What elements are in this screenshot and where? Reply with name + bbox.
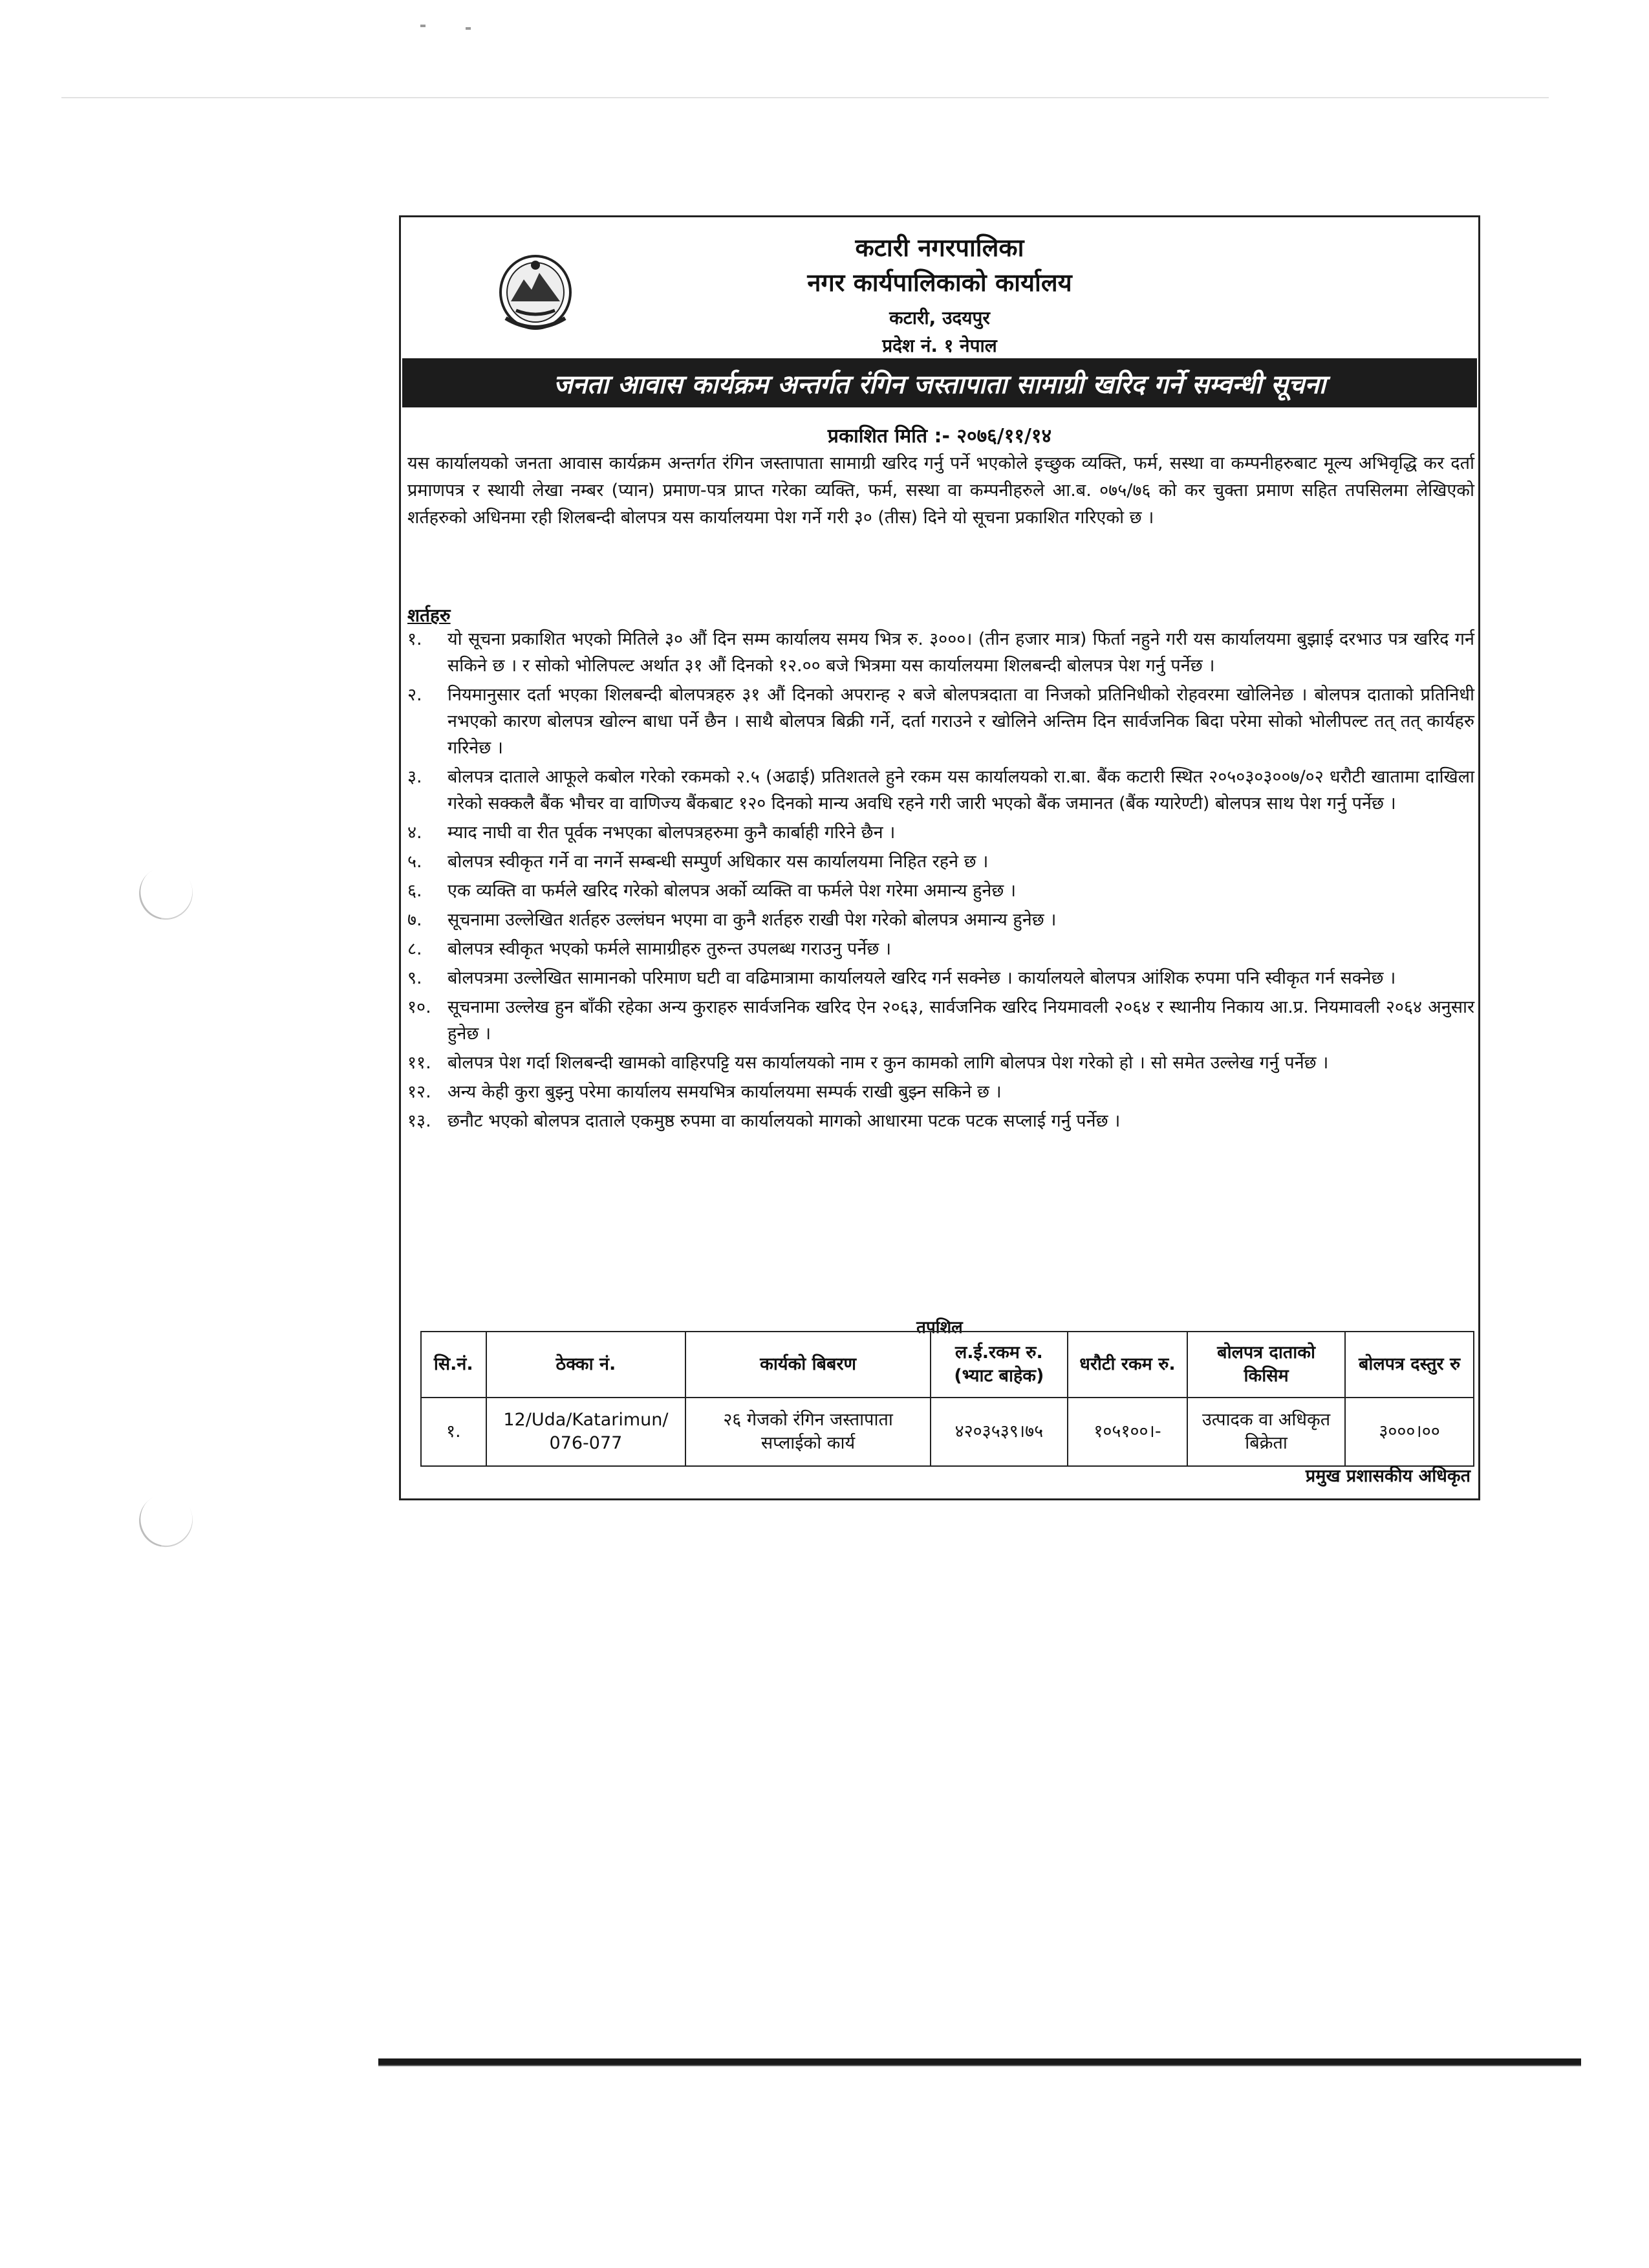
office-header: [401, 230, 1478, 360]
condition-number: ११.: [407, 1053, 431, 1073]
condition-item: [407, 965, 1474, 991]
condition-item: [407, 1108, 1474, 1134]
conditions-heading: शर्तहरु: [407, 605, 451, 626]
col-header-deposit: धरौटी रकम रु.: [1068, 1332, 1187, 1398]
punch-hole-mark: [129, 1484, 202, 1557]
condition-text: सूचनामा उल्लेख हुन बाँकी रहेका अन्य कुराहरु सार्वजनिक खरिद ऐन २०६३, सार्वजनिक खरिद नियमावली २०६४ र स्थानीय निकाय आ.प्र. नियमावली २०६४ अनुसार हुनेछ ।: [447, 997, 1474, 1044]
col-header-serial: सि.नं.: [421, 1332, 486, 1398]
cell-serial: १.: [421, 1398, 486, 1466]
condition-number: ३.: [407, 767, 422, 787]
col-header-cost-estimate: ल.ई.रकम रु. (भ्याट बाहेक): [931, 1332, 1068, 1398]
condition-number: १२.: [407, 1082, 431, 1102]
condition-text: एक व्यक्ति वा फर्मले खरिद गरेको बोलपत्र अर्को व्यक्ति वा फर्मले पेश गरेमा अमान्य हुनेछ ।: [447, 881, 1017, 901]
condition-text: बोलपत्रमा उल्लेखित सामानको परिमाण घटी वा वढिमात्रामा कार्यालयले खरिद गर्न सक्नेछ । कार्यालयले बोलपत्र आंशिक रुपमा पनि स्वीकृत गर्न सक्नेछ ।: [447, 968, 1396, 988]
condition-text: बोलपत्र स्वीकृत भएको फर्मले सामाग्रीहरु तुरुन्त उपलब्ध गराउनु पर्नेछ ।: [447, 939, 892, 959]
condition-item: [407, 626, 1474, 679]
condition-number: २.: [407, 685, 422, 705]
published-date: प्रकाशित मिति :- २०७६/११/१४: [827, 425, 1052, 448]
condition-text: यो सूचना प्रकाशित भएको मितिले ३० औं दिन सम्म कार्यालय समय भित्र रु. ३०००। (तीन हजार मात्र) फिर्ता नहुने गरी यस कार्यालयमा बुझाई दरभाउ पत्र खरिद गर्न सकिने छ । र सोको भोलिपल्ट अर्थात ३१ औं दिनको १२.०० बजे भित्रमा यस कार्यालयमा शिलबन्दी बोलपत्र पेश गर्नु पर्नेछ ।: [447, 629, 1474, 676]
condition-number: ५.: [407, 852, 422, 872]
scan-speck: [466, 27, 471, 30]
notice-title-banner: [402, 358, 1477, 407]
notice-box: [399, 215, 1480, 1500]
condition-number: ६.: [407, 881, 422, 901]
condition-item: [407, 848, 1474, 875]
table-row: [421, 1398, 1474, 1466]
condition-item: [407, 1079, 1474, 1105]
tender-details-table: [420, 1331, 1474, 1467]
page-bottom-rule: [378, 2058, 1581, 2066]
condition-item: [407, 907, 1474, 933]
punch-hole-mark: [129, 857, 202, 930]
cell-cost-estimate: ४२०३५३९।७५: [931, 1398, 1068, 1466]
condition-number: १०.: [407, 997, 431, 1017]
cell-bidder-type: उत्पादक वा अधिकृत बिक्रेता: [1187, 1398, 1345, 1466]
condition-text: बोलपत्र पेश गर्दा शिलबन्दी खामको वाहिरपट्टि यस कार्यालयको नाम र कुन कामको लागि बोलपत्र पेश गरेको हो । सो समेत उल्लेख गर्नु पर्नेछ ।: [447, 1053, 1329, 1073]
notice-title: जनता आवास कार्यक्रम अन्तर्गत रंगिन जस्तापाता सामाग्री खरिद गर्ने सम्वन्धी सूचना: [553, 369, 1326, 400]
condition-item: [407, 994, 1474, 1047]
condition-number: १३.: [407, 1111, 431, 1131]
cell-bid-fee: ३०००।००: [1345, 1398, 1474, 1466]
intro-paragraph: यस कार्यालयको जनता आवास कार्यक्रम अन्तर्गत रंगिन जस्तापाता सामाग्री खरिद गर्नु पर्ने भएकोले इच्छुक व्यक्ति, फर्म, सस्था वा कम्पनीहरुबाट मूल्य अभिवृद्धि कर दर्ता प्रमाणपत्र र स्थायी लेखा नम्बर (प्यान) प्रमाण-पत्र प्राप्त गरेका व्यक्ति, फर्म, सस्था वा कम्पनीहरुले आ.ब. ०७५/७६ को कर चुक्ता प्रमाण सहित तपसिलमा लेखिएको शर्तहरुको अधिनमा रही शिलबन्दी बोलपत्र यस कार्यालयमा पेश गर्ने गरी ३० (तीस) दिने यो सूचना प्रकाशित गरिएको छ ।: [407, 453, 1474, 528]
municipality-name: कटारी नगरपालिका: [855, 233, 1024, 262]
table-header-row: [421, 1332, 1474, 1398]
condition-item: [407, 764, 1474, 817]
condition-number: १.: [407, 629, 422, 649]
condition-number: ९.: [407, 968, 422, 988]
condition-number: ८.: [407, 939, 422, 959]
col-header-contract-no: ठेक्का नं.: [486, 1332, 686, 1398]
condition-text: नियमानुसार दर्ता भएका शिलबन्दी बोलपत्रहरु ३१ औं दिनको अपरान्ह २ बजे बोलपत्रदाता वा निजको प्रतिनिधीको रोहवरमा खोलिनेछ । बोलपत्र दाताको प्रतिनिधी नभएको कारण बोलपत्र खोल्न बाधा पर्ने छैन । साथै बोलपत्र बिक्री गर्ने, दर्ता गराउने र खोलिने अन्तिम दिन सार्वजनिक बिदा परेमा सोको भोलीपल्ट तत् तत् कार्यहरु गरिनेछ ।: [447, 685, 1474, 758]
table-caption: तपशिल: [916, 1318, 963, 1337]
condition-text: छनौट भएको बोलपत्र दाताले एकमुष्ठ रुपमा वा कार्यालयको मागको आधारमा पटक पटक सप्लाई गर्नु पर्नेछ ।: [447, 1111, 1121, 1131]
office-name: नगर कार्यपालिकाको कार्यालय: [807, 268, 1072, 297]
scan-edge-line: [61, 97, 1549, 98]
cell-deposit: १०५१००।-: [1068, 1398, 1187, 1466]
condition-text: अन्य केही कुरा बुझ्नु परेमा कार्यालय समयभित्र कार्यालयमा सम्पर्क राखी बुझ्न सकिने छ ।: [447, 1082, 1002, 1102]
condition-item: [407, 819, 1474, 846]
condition-text: बोलपत्र स्वीकृत गर्ने वा नगर्ने सम्बन्धी सम्पुर्ण अधिकार यस कार्यालयमा निहित रहने छ ।: [447, 852, 989, 872]
signatory-title: प्रमुख प्रशासकीय अधिकृत: [1305, 1466, 1471, 1486]
condition-text: सूचनामा उल्लेखित शर्तहरु उल्लंघन भएमा वा कुनै शर्तहरु राखी पेश गरेको बोलपत्र अमान्य हुनेछ ।: [447, 910, 1057, 930]
condition-item: [407, 878, 1474, 904]
condition-number: ४.: [407, 823, 422, 843]
condition-text: म्याद नाघी वा रीत पूर्वक नभएका बोलपत्रहरुमा कुनै कार्बाही गरिने छैन ।: [447, 823, 896, 843]
cell-work-description: २६ गेजको रंगिन जस्तापाता सप्लाईको कार्य: [685, 1398, 931, 1466]
conditions-list: [407, 626, 1474, 1137]
condition-item: [407, 682, 1474, 761]
condition-text: बोलपत्र दाताले आफूले कबोल गरेको रकमको २.५ (अढाई) प्रतिशतले हुने रकम यस कार्यालयको रा.बा. बैंक कटारी स्थित २०५०३०३००७/०२ धरौटी खातामा दाखिला गरेको सक्कलै बैंक भौचर वा वाणिज्य बैंकबाट १२० दिनको मान्य अवधि रहने गरी जारी भएको बैंक जमानत (बैंक ग्यारेण्टी) बोलपत्र साथ पेश गर्नु पर्नेछ ।: [447, 767, 1474, 814]
province-line: प्रदेश नं. १ नेपाल: [882, 335, 997, 356]
condition-item: [407, 936, 1474, 962]
col-header-bid-fee: बोलपत्र दस्तुर रु: [1345, 1332, 1474, 1398]
office-address: कटारी, उदयपुर: [889, 307, 990, 329]
col-header-work-description: कार्यको बिबरण: [685, 1332, 931, 1398]
condition-item: [407, 1050, 1474, 1076]
cell-contract-no: 12/Uda/Katarimun/ 076-077: [486, 1398, 686, 1466]
col-header-bidder-type: बोलपत्र दाताको किसिम: [1187, 1332, 1345, 1398]
scan-speck: [420, 25, 426, 27]
condition-number: ७.: [407, 910, 422, 930]
